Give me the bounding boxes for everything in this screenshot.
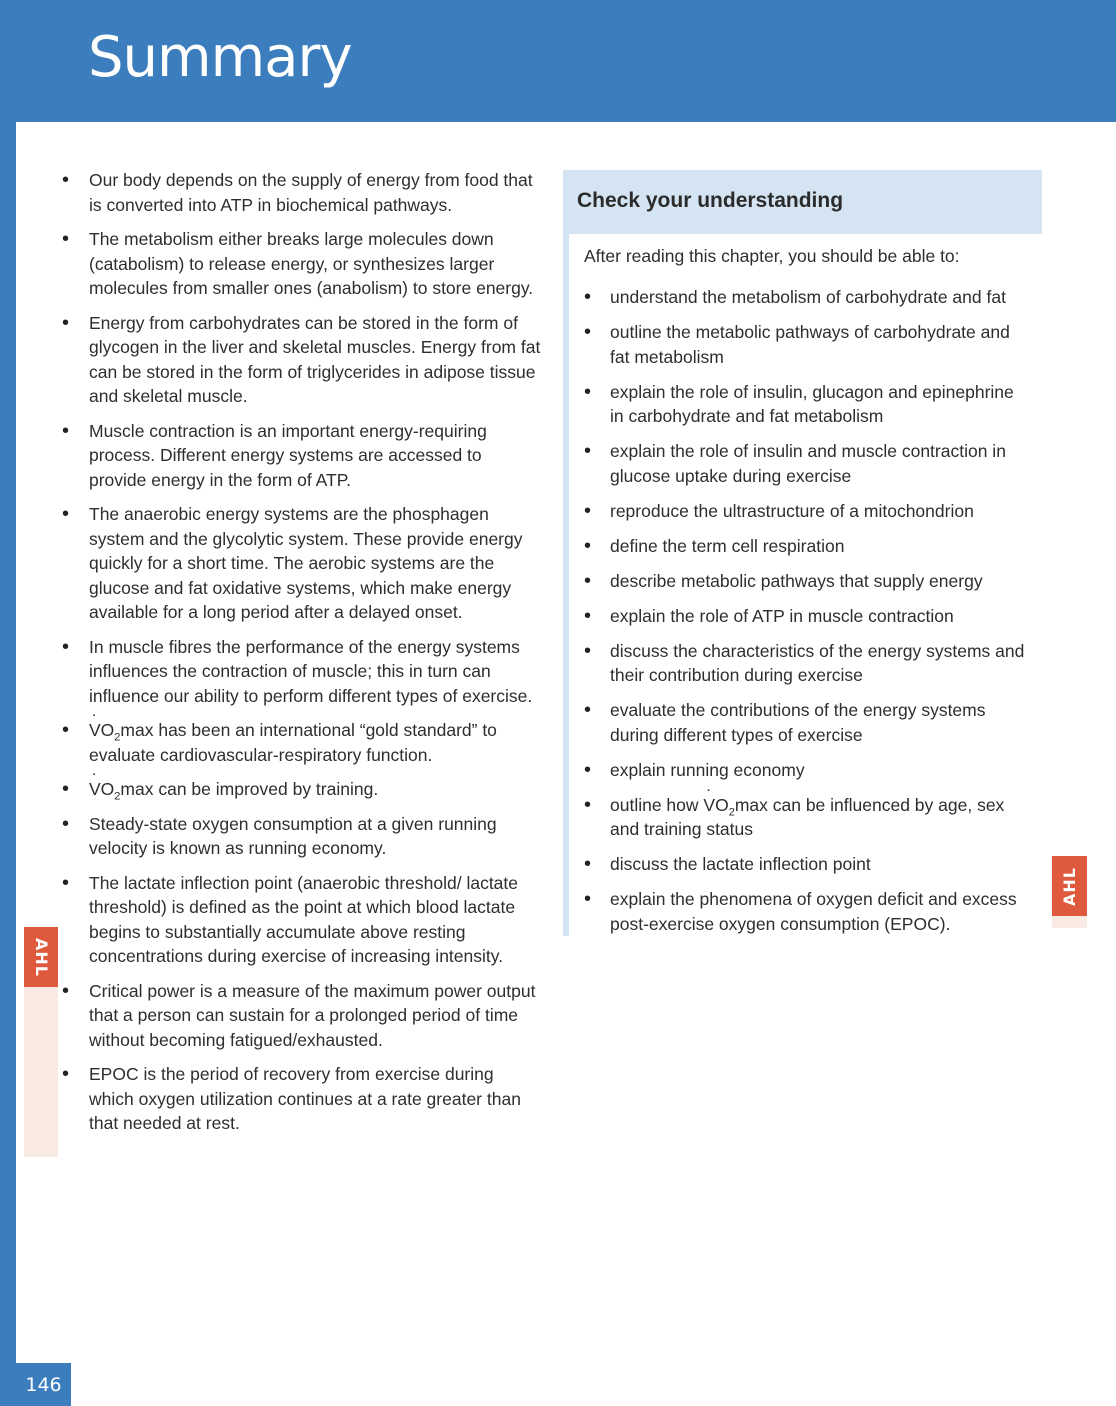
objective-item: • outline the metabolic pathways of carbohydrate and fat metabolism xyxy=(584,320,1032,369)
check-understanding-header xyxy=(563,170,1042,234)
objective-item: • discuss the lactate inflection point xyxy=(584,852,1032,877)
objective-item: • understand the metabolism of carbohydrate and fat xyxy=(584,285,1032,310)
vo2-subscript: 2 xyxy=(114,731,121,744)
summary-list xyxy=(62,168,542,1146)
vo2-item-text: max can be influenced by age, sex and training status xyxy=(610,794,1005,839)
objective-item: • explain the role of insulin and muscle contraction in glucose uptake during exercise xyxy=(584,439,1032,488)
summary-bullet: • Our body depends on the supply of energy from food that is converted into ATP in biochemical pathways. xyxy=(62,168,542,217)
chapter-header xyxy=(0,0,1116,122)
ahl-tab-right-label: AHL xyxy=(1060,866,1079,906)
left-margin-stripe xyxy=(0,122,16,1406)
summary-bullet: • Muscle contraction is an important energy-requiring process. Different energy systems are accessed to provide energy in the form of ATP. xyxy=(62,419,542,493)
vo2-subscript: 2 xyxy=(114,790,121,803)
summary-bullet: • The lactate inflection point (anaerobic threshold/ lactate threshold) is defined as the point at which blood lactate begins to substantially accumulate above resting concentrations during exercise of increasing intensity. xyxy=(62,871,542,969)
vo2-symbol: VO ˙ xyxy=(89,718,114,743)
check-understanding-title: Check your understanding xyxy=(577,189,844,212)
vo2-training-text: max can be improved by training. xyxy=(120,779,379,799)
objective-item: • explain the phenomena of oxygen deficit and excess post-exercise oxygen consumption (EPOC). xyxy=(584,887,1032,936)
summary-bullet: • Critical power is a measure of the maximum power output that a person can sustain for a prolonged period of time without becoming fatigued/exhausted. xyxy=(62,979,542,1053)
objectives-list xyxy=(584,285,1032,947)
objective-item-vo2 xyxy=(584,793,1032,842)
objective-item: • discuss the characteristics of the energy systems and their contribution during exercise xyxy=(584,639,1032,688)
summary-bullet: • Energy from carbohydrates can be stored in the form of glycogen in the liver and skeletal muscles. Energy from fat can be stored in the form of triglycerides in adipose tissue and skeletal muscle. xyxy=(62,311,542,409)
objective-item: • evaluate the contributions of the energy systems during different types of exercise xyxy=(584,698,1032,747)
vo2-item-lead: outline how xyxy=(610,794,704,815)
objective-item: • explain the role of insulin, glucagon and epinephrine in carbohydrate and fat metabolism xyxy=(584,380,1032,429)
check-box-rule xyxy=(563,234,569,936)
summary-bullet: • The anaerobic energy systems are the phosphagen system and the glycolytic system. These provide energy quickly for a short time. The aerobic systems are the glucose and fat oxidative systems, which make energy available for a long period after a delayed onset. xyxy=(62,502,542,625)
summary-bullet-vo2-training xyxy=(62,777,542,802)
page-title: Summary xyxy=(88,25,352,90)
vo2-gold-text: max has been an international “gold standard” to evaluate cardiovascular-respiratory function. xyxy=(89,720,497,765)
objective-item: • describe metabolic pathways that supply energy xyxy=(584,569,1032,594)
vo2-symbol: VO ˙ xyxy=(703,793,728,818)
objective-item: • reproduce the ultrastructure of a mitochondrion xyxy=(584,499,1032,524)
ahl-tab-left xyxy=(24,927,58,987)
objective-item: • explain the role of ATP in muscle contraction xyxy=(584,604,1032,629)
summary-bullet: • The metabolism either breaks large molecules down (catabolism) to release energy, or synthesizes larger molecules from smaller ones (anabolism) to store energy. xyxy=(62,227,542,301)
summary-bullet: • Steady-state oxygen consumption at a given running velocity is known as running economy. xyxy=(62,812,542,861)
summary-bullet-vo2-gold xyxy=(62,718,542,767)
check-intro: After reading this chapter, you should be able to: xyxy=(584,246,960,266)
vo2-subscript: 2 xyxy=(728,806,735,818)
summary-bullet: • EPOC is the period of recovery from exercise during which oxygen utilization continues at a rate greater than that needed at rest. xyxy=(62,1062,542,1136)
objective-item: • define the term cell respiration xyxy=(584,534,1032,559)
ahl-tab-right xyxy=(1052,856,1087,916)
vo2-symbol: VO ˙ xyxy=(89,777,114,802)
page-number: 146 xyxy=(16,1363,71,1406)
ahl-tab-left-label: AHL xyxy=(31,937,51,977)
summary-bullet: • In muscle fibres the performance of the energy systems influences the contraction of muscle; this in turn can influence our ability to perform different types of exercise. xyxy=(62,635,542,709)
check-understanding-box xyxy=(563,170,1042,936)
objective-item: • explain running economy xyxy=(584,758,1032,783)
